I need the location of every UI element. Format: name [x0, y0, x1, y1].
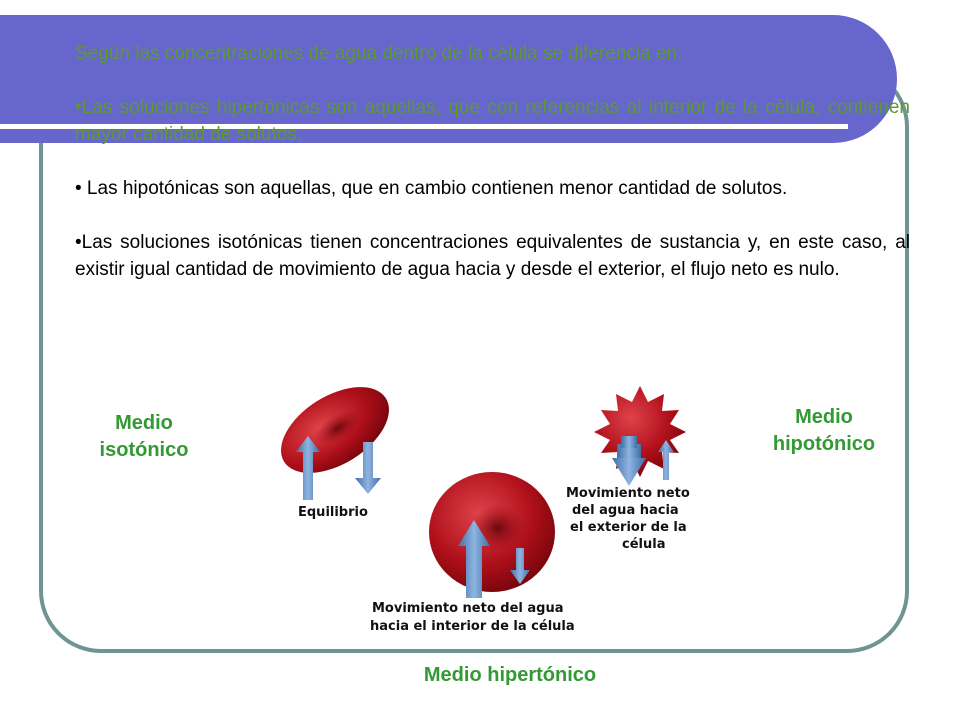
caption-outward-line4: célula [622, 537, 666, 552]
isotonic-definition: •Las soluciones isotónicas tienen concentraciones equivalentes de sustancia y, en este caso, al existir igual cantidad de movimiento de agua hacia y desde el exterior, el flujo neto es nulo. [75, 232, 910, 280]
intro-text: Según las concentraciones de agua dentro de la célula se diferencia en: [75, 43, 683, 64]
caption-equilibrium: Equilibrio [298, 505, 368, 520]
caption-outward-line1: Movimiento neto [566, 486, 690, 501]
hypertonic-definition: •Las soluciones hipertónicas son aquellas, que con referencias al interior de la célula, contienen mayor cantidad de solutos. [75, 97, 910, 145]
hypotonic-definition: • Las hipotónicas son aquellas, que en cambio contienen menor cantidad de solutos. [75, 178, 788, 199]
caption-inward-line2: hacia el interior de la célula [370, 619, 575, 634]
label-hypotonic-line1: Medio [795, 406, 853, 428]
hypertonic-cell [429, 472, 555, 592]
caption-outward-line2: del agua hacia [572, 503, 679, 518]
caption-outward-line3: el exterior de la [570, 520, 687, 535]
label-hypotonic-line2: hipotónico [772, 433, 876, 455]
label-isotonic-line2: isotónico [99, 439, 189, 461]
label-hypertonic: Medio hipertónico [423, 664, 597, 686]
caption-inward-line1: Movimiento neto del agua [372, 601, 564, 616]
caption-outward [566, 486, 694, 552]
label-isotonic-line1: Medio [115, 412, 173, 434]
caption-inward [370, 601, 575, 634]
isotonic-cell [266, 369, 404, 490]
